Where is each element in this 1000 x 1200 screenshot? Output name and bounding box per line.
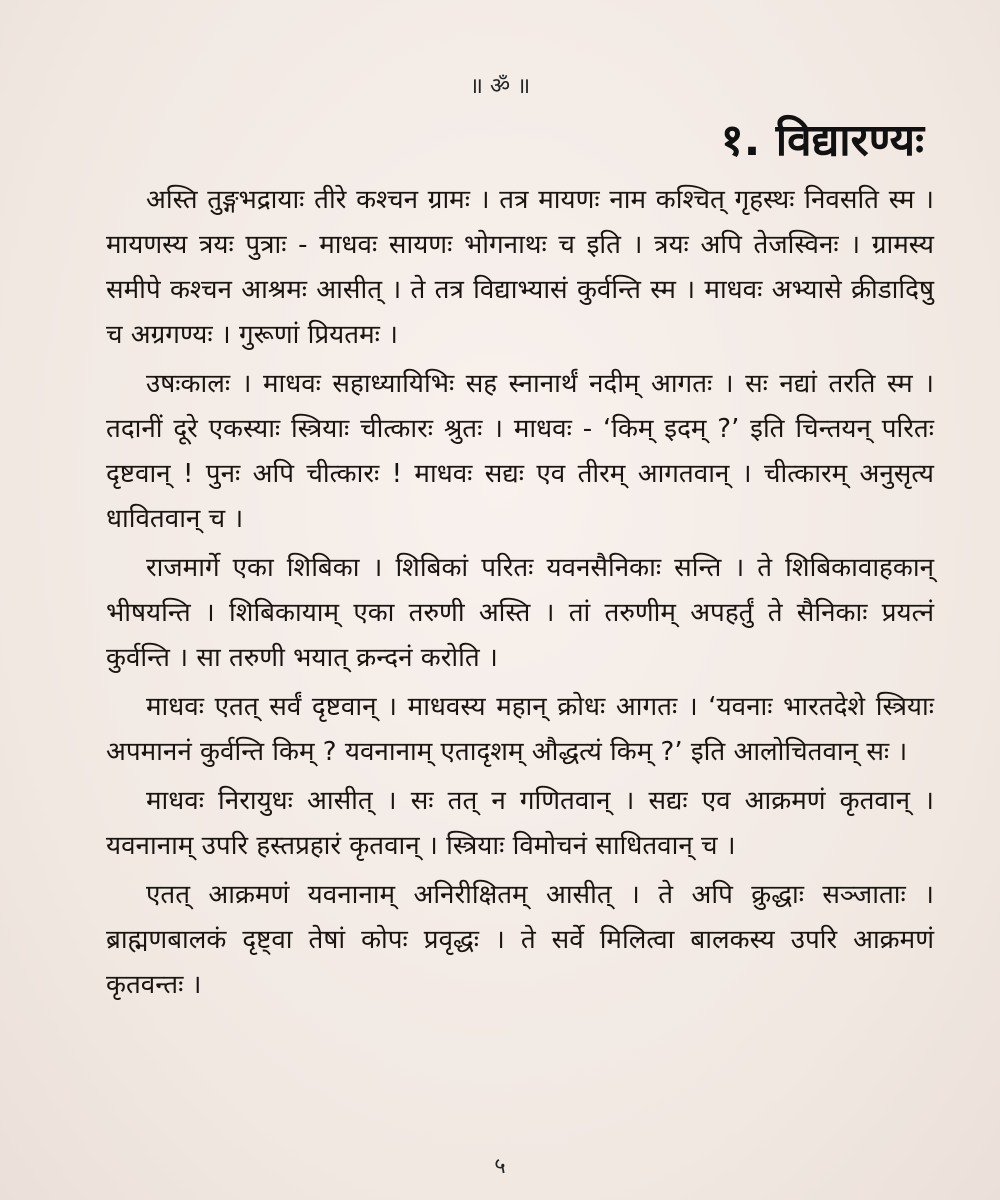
paragraph: माधवः एतत् सर्वं दृष्टवान् । माधवस्य महान् क्रोधः आगतः । ‘यवनाः भारतदेशे स्त्रियाः अपमाननं कुर्वन्ति किम् ? यवनानाम् एतादृशम् औद्धत्यं किम् ?’ इति आलोचितवान् सः । xyxy=(106,692,934,767)
paragraph: एतत् आक्रमणं यवनानाम् अनिरीक्षितम् आसीत् । ते अपि क्रुद्धाः सञ्जाताः । ब्राह्मणबालकं दृष्ट्वा तेषां कोपः प्रवृद्धः । ते सर्वे मिलित्वा बालकस्य उपरि आक्रमणं कृतवन्तः । xyxy=(106,880,934,1000)
paragraph: उषःकालः । माधवः सहाध्यायिभिः सह स्नानार्थं नदीम् आगतः । सः नद्यां तरति स्म । तदानीं दूरे एकस्याः स्त्रियाः चीत्कारः श्रुतः । माधवः - ‘किम् इदम् ?’ इति चिन्तयन् परितः दृष्टवान् ! पुनः अपि चीत्कारः ! माधवः सद्यः एव तीरम् आगतवान् । चीत्कारम् अनुसृत्य धावितवान् च । xyxy=(106,369,934,534)
chapter-body xyxy=(106,178,934,1012)
chapter-title: १. विद्यारण्यः xyxy=(720,115,924,166)
paragraph: राजमार्गे एका शिबिका । शिबिकां परितः यवनसैनिकाः सन्ति । ते शिबिकावाहकान् भीषयन्ति । शिबिकायाम् एका तरुणी अस्ति । तां तरुणीम् अपहर्तुं ते सैनिकाः प्रयत्नं कुर्वन्ति । सा तरुणी भयात् क्रन्दनं करोति । xyxy=(106,553,934,673)
page-number: ५ xyxy=(494,1154,506,1179)
om-header: ॥ ॐ ॥ xyxy=(469,74,531,99)
paragraph: अस्ति तुङ्गभद्रायाः तीरे कश्चन ग्रामः । तत्र मायणः नाम कश्चित् गृहस्थः निवसति स्म । मायणस्य त्रयः पुत्राः - माधवः सायणः भोगनाथः च इति । त्रयः अपि तेजस्विनः । ग्रामस्य समीपे कश्चन आश्रमः आसीत् । ते तत्र विद्याभ्यासं कुर्वन्ति स्म । माधवः अभ्यासे क्रीडादिषु च अग्रगण्यः । गुरूणां प्रियतमः । xyxy=(106,185,934,350)
paragraph: माधवः निरायुधः आसीत् । सः तत् न गणितवान् । सद्यः एव आक्रमणं कृतवान् । यवनानाम् उपरि हस्तप्रहारं कृतवान् । स्त्रियाः विमोचनं साधितवान् च । xyxy=(106,786,934,861)
